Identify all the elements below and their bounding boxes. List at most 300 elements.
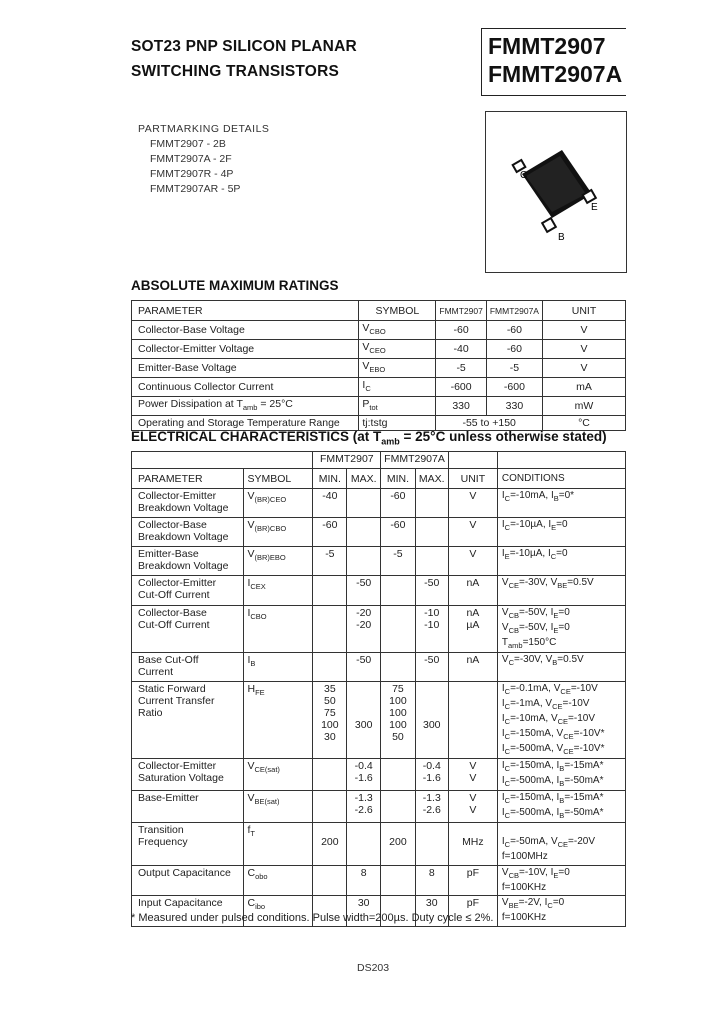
elec-value (316, 619, 343, 631)
elec-min1 (313, 547, 347, 576)
elec-value: nA (466, 654, 480, 666)
symbol-letter: V (247, 792, 255, 804)
elec-value (316, 792, 343, 804)
elec-value: V (469, 772, 477, 784)
symbol-letter: I (247, 607, 251, 619)
amr-value-2907a: -600 (486, 378, 542, 397)
elec-value (350, 824, 377, 836)
elec-symbol (244, 489, 313, 518)
elec-heading-b: = 25°C unless otherwise stated) (399, 429, 607, 444)
elec-col-header: PARAMETER (132, 469, 244, 489)
elec-value: -50 (424, 577, 440, 589)
elec-value: 50 (324, 695, 336, 707)
elec-max2 (415, 759, 448, 791)
elec-value: nA (466, 577, 480, 589)
elec-param-line: Input Capacitance (138, 897, 223, 909)
elec-col-header: UNIT (448, 469, 497, 489)
elec-value: -1.3 (354, 792, 373, 804)
elec-conditions (497, 682, 625, 759)
amr-row (132, 397, 626, 416)
elec-value (419, 683, 445, 695)
elec-max2 (415, 653, 448, 682)
amr-header-row (132, 301, 626, 321)
elec-min1 (313, 823, 347, 866)
elec-param (132, 518, 244, 547)
elec-value: 300 (354, 719, 373, 731)
symbol-subscript: CE(sat) (254, 765, 280, 775)
elec-condition-line: $I_C=-150mA$, $I_B=-15mA*$ (501, 760, 604, 773)
elec-min1 (313, 489, 347, 518)
elec-value: pF (466, 897, 479, 909)
elec-row (132, 791, 626, 823)
elec-col-header: MAX. (347, 469, 381, 489)
elec-value (384, 804, 412, 816)
symbol-letter: V (247, 760, 255, 772)
elec-value (384, 824, 412, 836)
elec-max1 (347, 547, 381, 576)
elec-value (350, 548, 377, 560)
elec-value: -60 (390, 519, 406, 531)
elec-unit (448, 791, 497, 823)
amr-col-header: SYMBOL (359, 301, 436, 321)
elec-unit (448, 682, 497, 759)
elec-value (384, 792, 412, 804)
amr-value-2907a: -60 (486, 340, 542, 359)
elec-min1 (313, 866, 347, 896)
symbol-letter: H (247, 683, 256, 695)
elec-max2 (415, 866, 448, 896)
partmarking-row: FMMT2907AR - 5P (150, 183, 241, 195)
amr-symbol (359, 359, 436, 378)
elec-value (316, 804, 343, 816)
elec-value: -1.6 (422, 772, 441, 784)
elec-value: V (469, 804, 477, 816)
elec-min1 (313, 759, 347, 791)
pin-e-label: E (591, 202, 598, 213)
elec-min2 (381, 759, 416, 791)
elec-conditions (497, 896, 625, 927)
elec-value: 300 (422, 719, 441, 731)
elec-row (132, 682, 626, 759)
amr-param-text: Emitter-Base Voltage (138, 362, 237, 375)
elec-condition-line: $I_C=-50mA$, $V_{CE}=-20V$ (501, 836, 596, 849)
footnote: * Measured under pulsed conditions. Pulse width=200µs. Duty cycle ≤ 2%. (131, 912, 494, 924)
symbol-letter: P (362, 398, 370, 411)
elec-unit (448, 653, 497, 682)
part-number-2: FMMT2907A (488, 61, 623, 87)
elec-value: -2.6 (422, 804, 441, 816)
elec-condition-line: $I_C=-500mA$, $V_{CE}=-10V*$ (501, 743, 605, 756)
amr-value-2907: 330 (436, 397, 486, 416)
elec-min1 (313, 653, 347, 682)
amr-param-suffix: = 25°C (257, 398, 293, 411)
elec-value: 75 (392, 683, 404, 695)
elec-value: 200 (321, 836, 339, 848)
symbol-letter: V (247, 548, 255, 560)
elec-value (316, 824, 343, 836)
symbol-subscript: B (250, 659, 256, 669)
document-code: DS203 (357, 962, 390, 974)
elec-value (350, 490, 377, 502)
elec-min2 (381, 547, 416, 576)
elec-row (132, 653, 626, 682)
elec-condition-line (502, 824, 622, 836)
elec-value (316, 607, 343, 619)
symbol-letter: f (247, 824, 251, 836)
elec-group-2: FMMT2907A (381, 452, 449, 469)
elec-condition-line: $V_{CB}=-50V$, $I_E=0$ (501, 622, 570, 635)
elec-min1 (313, 791, 347, 823)
elec-col-header: MAX. (415, 469, 448, 489)
amr-unit: mA (542, 378, 625, 397)
elec-param (132, 653, 244, 682)
elec-value: -5 (325, 548, 335, 560)
elec-symbol (244, 653, 313, 682)
symbol-letter: V (362, 360, 370, 373)
elec-table (131, 451, 626, 927)
elec-value: 100 (321, 719, 339, 731)
elec-max1 (347, 576, 381, 606)
elec-condition-line: $I_C=-10\mu A$, $I_E=0$ (501, 519, 568, 532)
elec-value (350, 836, 377, 848)
elec-heading-sub: amb (381, 436, 400, 447)
elec-min1 (313, 682, 347, 759)
elec-min2 (381, 823, 416, 866)
elec-unit (448, 547, 497, 576)
pin-c-label: C (520, 170, 528, 181)
elec-conditions (497, 547, 625, 576)
elec-param-line: Static Forward (138, 683, 206, 695)
elec-value (384, 867, 412, 879)
elec-condition-line: $I_C=-10mA$, $V_{CE}=-10V$ (501, 713, 596, 726)
elec-param-line: Collector-Emitter (138, 490, 217, 502)
amr-param-text: Collector-Emitter Voltage (138, 343, 255, 356)
elec-condition-line: $V_C=-30V$, $V_B=0.5V$ (501, 654, 584, 667)
elec-param (132, 547, 244, 576)
elec-value (316, 760, 343, 772)
elec-value (316, 897, 343, 909)
elec-param-line: Cut-Off Current (138, 619, 210, 631)
elec-condition-line: $I_C=-150mA$, $V_{CE}=-10V*$ (501, 728, 605, 741)
elec-value: pF (466, 867, 479, 879)
elec-value (384, 772, 412, 784)
elec-max1 (347, 606, 381, 653)
elec-value: -0.4 (422, 760, 441, 772)
symbol-letter: V (247, 519, 255, 531)
amr-param-text: Continuous Collector Current (138, 381, 274, 394)
amr-param-text: Power Dissipation at T (138, 398, 243, 411)
elec-min2 (381, 489, 416, 518)
elec-conditions (497, 518, 625, 547)
amr-value-merged: -55 to +150 (436, 416, 543, 431)
amr-unit: V (542, 321, 625, 340)
pin-b-label: B (558, 232, 565, 243)
elec-condition-line: f=100KHz (501, 912, 547, 923)
elec-value: 100 (389, 707, 407, 719)
elec-param (132, 791, 244, 823)
symbol-subscript: FE (255, 688, 265, 698)
elec-conditions (497, 606, 625, 653)
elec-value: 35 (324, 683, 336, 695)
elec-condition-line: $V_{CB}=-10V$, $I_E=0$ (501, 867, 570, 880)
elec-param-line: Breakdown Voltage (138, 502, 229, 514)
amr-col-header: PARAMETER (132, 301, 359, 321)
symbol-subscript: EBO (369, 365, 386, 375)
elec-row (132, 576, 626, 606)
elec-condition-line: $I_C=-500mA$, $I_B=-50mA*$ (501, 807, 604, 820)
elec-symbol (244, 791, 313, 823)
elec-param-line: Current (138, 666, 174, 678)
elec-value (419, 519, 445, 531)
amr-param (132, 397, 359, 416)
elec-blank (244, 452, 313, 469)
elec-max1 (347, 866, 381, 896)
elec-value (419, 695, 445, 707)
elec-header-row (132, 469, 626, 489)
elec-value: -10 (424, 607, 440, 619)
elec-symbol (244, 866, 313, 896)
elec-value: MHz (462, 836, 484, 848)
elec-value: -10 (424, 619, 440, 631)
elec-value (350, 707, 377, 719)
part-number-box (481, 28, 626, 96)
elec-value (316, 654, 343, 666)
elec-param (132, 489, 244, 518)
elec-condition-line: $I_C=-0.1mA$, $V_{CE}=-10V$ (501, 683, 598, 696)
elec-max1 (347, 518, 381, 547)
partmarking-details (138, 122, 269, 197)
elec-symbol (244, 606, 313, 653)
elec-min2 (381, 653, 416, 682)
elec-value: -20 (356, 619, 372, 631)
elec-condition-line: f=100MHz (501, 851, 548, 862)
elec-max1 (347, 682, 381, 759)
symbol-letter: V (247, 490, 255, 502)
symbol-subscript: CEX (250, 582, 266, 592)
elec-unit (448, 866, 497, 896)
elec-max2 (415, 547, 448, 576)
elec-value (316, 772, 343, 784)
amr-value-2907: -40 (436, 340, 486, 359)
amr-unit: mW (542, 397, 625, 416)
elec-value (350, 731, 377, 743)
elec-value (350, 519, 377, 531)
elec-min2 (381, 576, 416, 606)
elec-unit (448, 489, 497, 518)
symbol-subscript: (BR)CBO (254, 524, 287, 534)
symbol-subscript: (BR)EBO (254, 553, 286, 563)
amr-value-2907a: -5 (486, 359, 542, 378)
elec-param-line: Collector-Emitter (138, 577, 217, 589)
elec-value: 30 (324, 731, 336, 743)
elec-min2 (381, 606, 416, 653)
elec-symbol (244, 823, 313, 866)
symbol-letter: C (247, 867, 256, 879)
elec-max2 (415, 576, 448, 606)
elec-value: -50 (424, 654, 440, 666)
elec-symbol (244, 682, 313, 759)
elec-param-line: Breakdown Voltage (138, 531, 229, 543)
elec-value (350, 683, 377, 695)
symbol-letter: I (362, 379, 366, 392)
elec-value: 200 (389, 836, 407, 848)
elec-blank (497, 452, 625, 469)
elec-value (419, 836, 445, 848)
doc-title-line1: SOT23 PNP SILICON PLANAR (131, 38, 357, 55)
elec-value (419, 490, 445, 502)
package-drawing (485, 111, 627, 273)
elec-conditions (497, 489, 625, 518)
partmarking-heading: PARTMARKING DETAILS (138, 123, 270, 135)
elec-max1 (347, 791, 381, 823)
amr-col-header: FMMT2907 (436, 301, 486, 321)
elec-condition-line: $V_{BE}=-2V$, $I_C=0$ (501, 897, 565, 910)
elec-param-line: Collector-Emitter (138, 760, 217, 772)
amr-row (132, 359, 626, 378)
elec-param (132, 606, 244, 653)
amr-value-2907: -60 (436, 321, 486, 340)
elec-max2 (415, 791, 448, 823)
elec-param-line: Cut-Off Current (138, 589, 210, 601)
elec-value: V (469, 519, 477, 531)
amr-unit: V (542, 359, 625, 378)
elec-value: -50 (356, 577, 372, 589)
elec-value: 100 (389, 719, 407, 731)
elec-value: V (469, 792, 477, 804)
elec-symbol (244, 518, 313, 547)
amr-unit: V (542, 340, 625, 359)
elec-max2 (415, 823, 448, 866)
elec-min2 (381, 682, 416, 759)
elec-condition-line: $I_C=-10mA$, $I_B=0*$ (501, 490, 575, 503)
elec-value: V (469, 548, 477, 560)
elec-value: 50 (392, 731, 404, 743)
elec-value: µA (466, 619, 480, 631)
elec-col-header: CONDITIONS (497, 469, 625, 489)
elec-param-line: Output Capacitance (138, 867, 231, 879)
elec-heading-a: ELECTRICAL CHARACTERISTICS (at T (131, 429, 382, 444)
elec-param (132, 576, 244, 606)
symbol-subscript: (BR)CEO (254, 495, 287, 505)
elec-value (419, 824, 445, 836)
elec-param-line: Saturation Voltage (138, 772, 224, 784)
symbol-subscript: T (250, 829, 255, 839)
elec-condition-line: $V_{CB}=-50V$, $I_E=0$ (501, 607, 570, 620)
elec-value (419, 707, 445, 719)
symbol-letter: I (247, 654, 251, 666)
elec-value: -40 (322, 490, 338, 502)
symbol-letter: V (362, 322, 370, 334)
sot23-package-icon (486, 112, 626, 272)
symbol-subscript: CBO (250, 612, 267, 622)
elec-value (350, 695, 377, 707)
elec-conditions (497, 866, 625, 896)
elec-conditions (497, 576, 625, 606)
elec-row (132, 759, 626, 791)
elec-value: -60 (390, 490, 406, 502)
elec-condition-line: f=100KHz (501, 882, 547, 893)
part-number-1: FMMT2907 (488, 33, 606, 59)
amr-row (132, 378, 626, 397)
elec-value: -5 (393, 548, 403, 560)
amr-value-2907a: -60 (486, 321, 542, 340)
elec-conditions (497, 653, 625, 682)
elec-param-line: Breakdown Voltage (138, 560, 229, 572)
symbol-letter: tj:tstg (362, 417, 388, 430)
elec-value: 75 (324, 707, 336, 719)
elec-value: -1.6 (354, 772, 373, 784)
elec-row (132, 866, 626, 896)
amr-param-text: Operating and Storage Temperature Range (138, 417, 340, 430)
amr-param-text: Collector-Base Voltage (138, 324, 245, 337)
elec-value (384, 577, 412, 589)
elec-unit (448, 576, 497, 606)
partmarking-row: FMMT2907A - 2F (150, 153, 232, 165)
elec-param (132, 823, 244, 866)
elec-min1 (313, 518, 347, 547)
elec-condition-line: $V_{CE}=-30V$, $V_{BE}=0.5V$ (501, 577, 594, 590)
amr-value-2907: -5 (436, 359, 486, 378)
amr-row (132, 340, 626, 359)
elec-group-1: FMMT2907 (313, 452, 381, 469)
amr-param (132, 378, 359, 397)
elec-min2 (381, 518, 416, 547)
elec-unit (448, 518, 497, 547)
elec-param-line: Collector-Base (138, 607, 207, 619)
elec-min2 (381, 866, 416, 896)
elec-param (132, 759, 244, 791)
elec-value (384, 897, 412, 909)
symbol-letter: C (247, 897, 256, 909)
elec-param-line: Current Transfer (138, 695, 215, 707)
elec-value (384, 760, 412, 772)
elec-min2 (381, 791, 416, 823)
elec-value: -20 (356, 607, 372, 619)
amr-heading: ABSOLUTE MAXIMUM RATINGS (131, 278, 339, 293)
elec-min1 (313, 606, 347, 653)
elec-value: 30 (357, 897, 370, 909)
elec-value: nA (466, 607, 480, 619)
elec-unit (448, 759, 497, 791)
symbol-subscript: BE(sat) (254, 797, 280, 807)
amr-param (132, 359, 359, 378)
symbol-subscript: obo (255, 872, 268, 882)
amr-symbol (359, 340, 436, 359)
elec-value (384, 619, 412, 631)
symbol-subscript: CEO (369, 346, 386, 356)
elec-heading (131, 429, 607, 447)
elec-max2 (415, 518, 448, 547)
partmarking-row: FMMT2907R - 4P (150, 168, 234, 180)
elec-value (419, 731, 445, 743)
amr-col-header: FMMT2907A (486, 301, 542, 321)
elec-conditions (497, 823, 625, 866)
amr-param (132, 321, 359, 340)
amr-symbol (359, 321, 436, 340)
elec-value (419, 548, 445, 560)
elec-value (384, 607, 412, 619)
elec-value: -60 (322, 519, 338, 531)
elec-max1 (347, 489, 381, 518)
symbol-subscript: C (365, 384, 371, 394)
elec-blank (132, 452, 244, 469)
elec-symbol (244, 576, 313, 606)
amr-row (132, 321, 626, 340)
elec-value (452, 824, 494, 836)
elec-param-line: Emitter-Base (138, 548, 199, 560)
elec-unit (448, 823, 497, 866)
amr-symbol (359, 397, 436, 416)
